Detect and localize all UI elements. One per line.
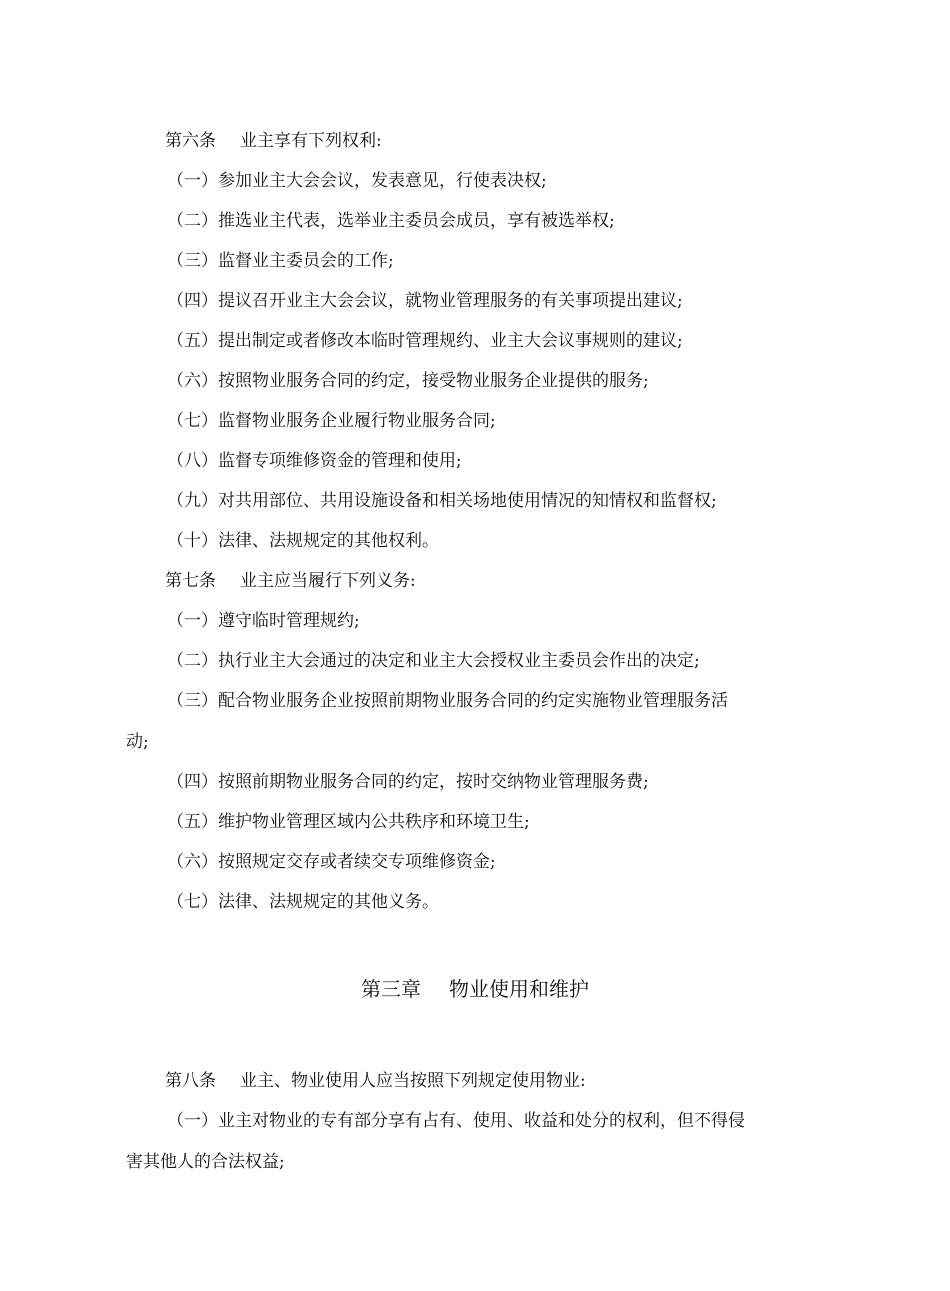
list-item: （十）法律、法规规定的其他权利。 <box>167 531 439 551</box>
list-item: （二）推选业主代表，选举业主委员会成员，享有被选举权; <box>167 211 615 231</box>
list-item: （七）法律、法规规定的其他义务。 <box>167 892 439 912</box>
article-6-heading <box>165 130 382 152</box>
list-item: （一）参加业主大会会议，发表意见，行使表决权; <box>167 171 547 191</box>
list-item: （二）执行业主大会通过的决定和业主大会授权业主委员会作出的决定; <box>167 651 700 671</box>
article-text: 业主应当履行下列义务: <box>240 571 416 591</box>
article-text: 业主、物业使用人应当按照下列规定使用物业: <box>240 1071 586 1091</box>
article-number: 第八条 <box>165 1071 216 1091</box>
list-item: （四）提议召开业主大会会议，就物业管理服务的有关事项提出建议; <box>167 291 683 311</box>
chapter-number: 第三章 <box>361 977 421 1001</box>
list-item: （三）配合物业服务企业按照前期物业服务合同的约定实施物业管理服务活 <box>167 691 728 711</box>
list-item: （一）遵守临时管理规约; <box>167 611 360 631</box>
list-item-continuation: 害其他人的合法权益; <box>126 1152 285 1172</box>
article-8-heading <box>165 1070 586 1092</box>
list-item: （六）按照物业服务合同的约定，接受物业服务企业提供的服务; <box>167 371 649 391</box>
list-item: （一）业主对物业的专有部分享有占有、使用、收益和处分的权利，但不得侵 <box>167 1111 745 1131</box>
list-item: （三）监督业主委员会的工作; <box>167 251 394 271</box>
article-number: 第六条 <box>165 131 216 151</box>
list-item: （六）按照规定交存或者续交专项维修资金; <box>167 852 496 872</box>
list-item: （九）对共用部位、共用设施设备和相关场地使用情况的知情权和监督权; <box>167 491 717 511</box>
chapter-title: 物业使用和维护 <box>449 977 589 1001</box>
list-item: （五）提出制定或者修改本临时管理规约、业主大会议事规则的建议; <box>167 331 683 351</box>
chapter-heading <box>0 976 950 1002</box>
list-item: （四）按照前期物业服务合同的约定，按时交纳物业管理服务费; <box>167 772 649 792</box>
list-item: （七）监督物业服务企业履行物业服务合同; <box>167 411 496 431</box>
article-text: 业主享有下列权利: <box>240 131 382 151</box>
list-item: （八）监督专项维修资金的管理和使用; <box>167 451 462 471</box>
list-item-continuation: 动; <box>126 732 149 752</box>
article-number: 第七条 <box>165 571 216 591</box>
article-7-heading <box>165 570 416 592</box>
list-item: （五）维护物业管理区域内公共秩序和环境卫生; <box>167 812 530 832</box>
